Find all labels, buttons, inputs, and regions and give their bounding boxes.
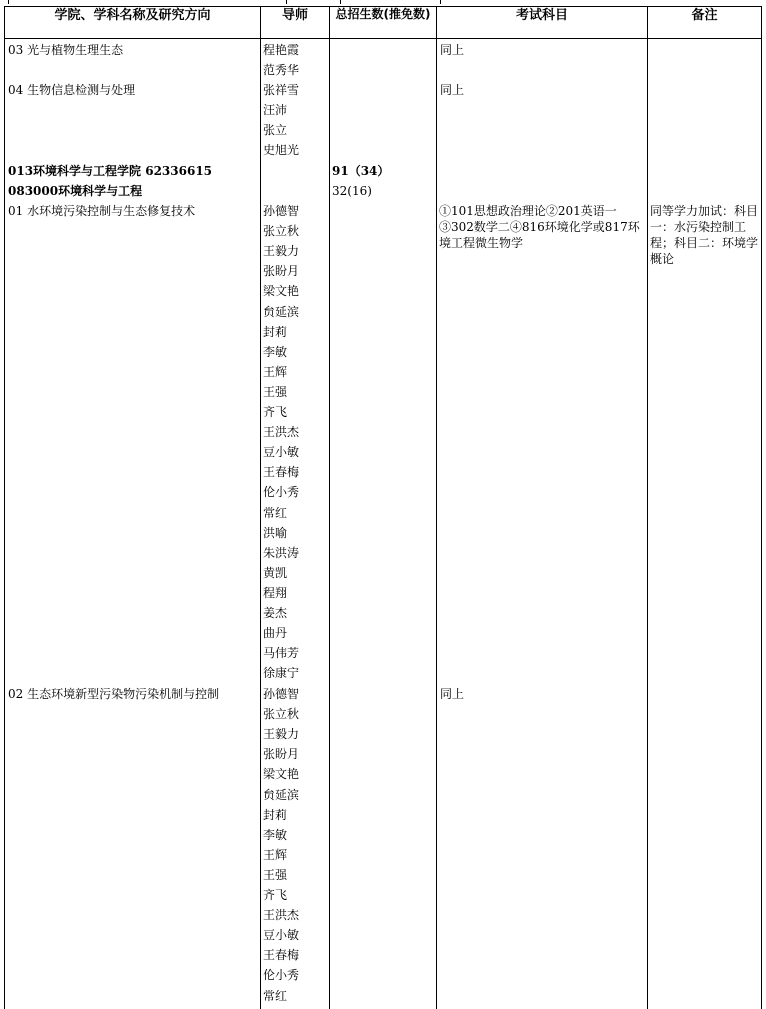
direction-cell: 04 生物信息检测与处理 <box>8 83 136 97</box>
advisor-cell: 王辉 <box>263 364 288 379</box>
advisor-cell: 王毅力 <box>263 244 300 259</box>
advisor-cell: 程翔 <box>263 585 288 600</box>
strip-mark <box>286 0 287 4</box>
advisor-cell: 张盼月 <box>263 264 300 279</box>
advisor-cell: 范秀华 <box>263 63 300 77</box>
header-exam: 考试科目 <box>515 8 568 23</box>
advisor-cell: 汪沛 <box>263 103 288 117</box>
subject-quota: 32(16) <box>332 184 372 198</box>
advisor-cell: 王洪杰 <box>263 425 300 440</box>
advisor-cell: 伦小秀 <box>263 485 300 500</box>
advisor-cell: 张立 <box>263 123 288 137</box>
advisor-cell: 徐康宁 <box>263 666 300 681</box>
advisor-cell: 张立秋 <box>263 224 300 239</box>
advisor-cell: 梁文艳 <box>263 284 300 299</box>
advisor-cell: 齐飞 <box>263 888 288 902</box>
advisor-cell: 曲丹 <box>263 626 288 641</box>
advisor-cell: 朱洪涛 <box>263 545 300 560</box>
column-border <box>761 6 762 1009</box>
advisor-cell: 黄凯 <box>263 565 288 580</box>
advisor-cell: 张立秋 <box>263 707 300 722</box>
header-remark: 备注 <box>691 8 718 23</box>
advisor-cell: 洪喻 <box>263 525 288 540</box>
remark-cell: 同等学力加试：科目一：水污染控制工程；科目二：环境学概论 <box>650 204 759 266</box>
direction-cell: 01 水环境污染控制与生态修复技术 <box>8 204 196 218</box>
advisor-cell: 王洪杰 <box>263 908 300 923</box>
advisor-cell: 姜杰 <box>263 606 288 620</box>
advisor-cell: 程艳霞 <box>263 43 300 57</box>
header-advisor: 导师 <box>281 8 308 23</box>
advisor-cell: 王春梅 <box>263 948 300 963</box>
exam-cell: 同上 <box>440 43 465 57</box>
header-quota: 总招生数(推免数) <box>335 7 431 21</box>
advisor-cell: 王强 <box>263 384 288 399</box>
advisor-cell: 张盼月 <box>263 747 300 762</box>
advisor-cell: 马伟芳 <box>263 646 300 661</box>
advisor-cell: 常红 <box>263 988 288 1003</box>
advisor-cell: 王毅力 <box>263 727 300 742</box>
advisor-cell: 豆小敏 <box>263 928 300 943</box>
advisor-cell: 孙德智 <box>263 687 300 701</box>
advisor-cell: 李敏 <box>263 827 288 842</box>
advisor-cell: 贠延滨 <box>263 304 300 319</box>
advisor-cell: 王春梅 <box>263 465 300 480</box>
subject-name: 083000环境科学与工程 <box>8 184 143 198</box>
column-border <box>436 6 437 1009</box>
strip-mark <box>340 0 341 4</box>
advisor-cell: 伦小秀 <box>263 968 300 983</box>
advisor-cell: 史旭光 <box>263 143 300 157</box>
direction-cell: 02 生态环境新型污染物污染机制与控制 <box>8 687 220 701</box>
advisor-cell: 张祥雪 <box>263 83 300 97</box>
header-college: 学院、学科名称及研究方向 <box>54 8 211 23</box>
advisor-cell: 常红 <box>263 505 288 520</box>
college-quota: 91（34） <box>332 164 390 178</box>
advisor-cell: 豆小敏 <box>263 445 300 460</box>
advisor-cell: 李敏 <box>263 344 288 359</box>
strip-mark <box>8 0 9 4</box>
advisor-cell: 封莉 <box>263 324 288 339</box>
advisor-cell: 贠延滨 <box>263 787 300 802</box>
exam-cell: 同上 <box>440 687 465 701</box>
column-border <box>329 6 330 1009</box>
advisor-cell: 齐飞 <box>263 405 288 419</box>
college-name: 013环境科学与工程学院 62336615 <box>8 164 213 178</box>
advisor-cell: 封莉 <box>263 807 288 822</box>
column-border <box>260 6 261 1009</box>
exam-cell: 同上 <box>440 83 465 97</box>
advisor-cell: 王强 <box>263 867 288 882</box>
header-bottom-border <box>4 38 762 39</box>
column-border <box>647 6 648 1009</box>
advisor-cell: 梁文艳 <box>263 767 300 782</box>
column-border <box>4 6 5 1009</box>
strip-mark <box>440 0 441 4</box>
direction-cell: 03 光与植物生理生态 <box>8 43 124 57</box>
advisor-cell: 王辉 <box>263 847 288 862</box>
exam-subjects-cell: ①101思想政治理论②201英语一③302数学二④816环境化学或817环境工程微生物学 <box>439 204 640 250</box>
advisor-cell: 孙德智 <box>263 204 300 218</box>
